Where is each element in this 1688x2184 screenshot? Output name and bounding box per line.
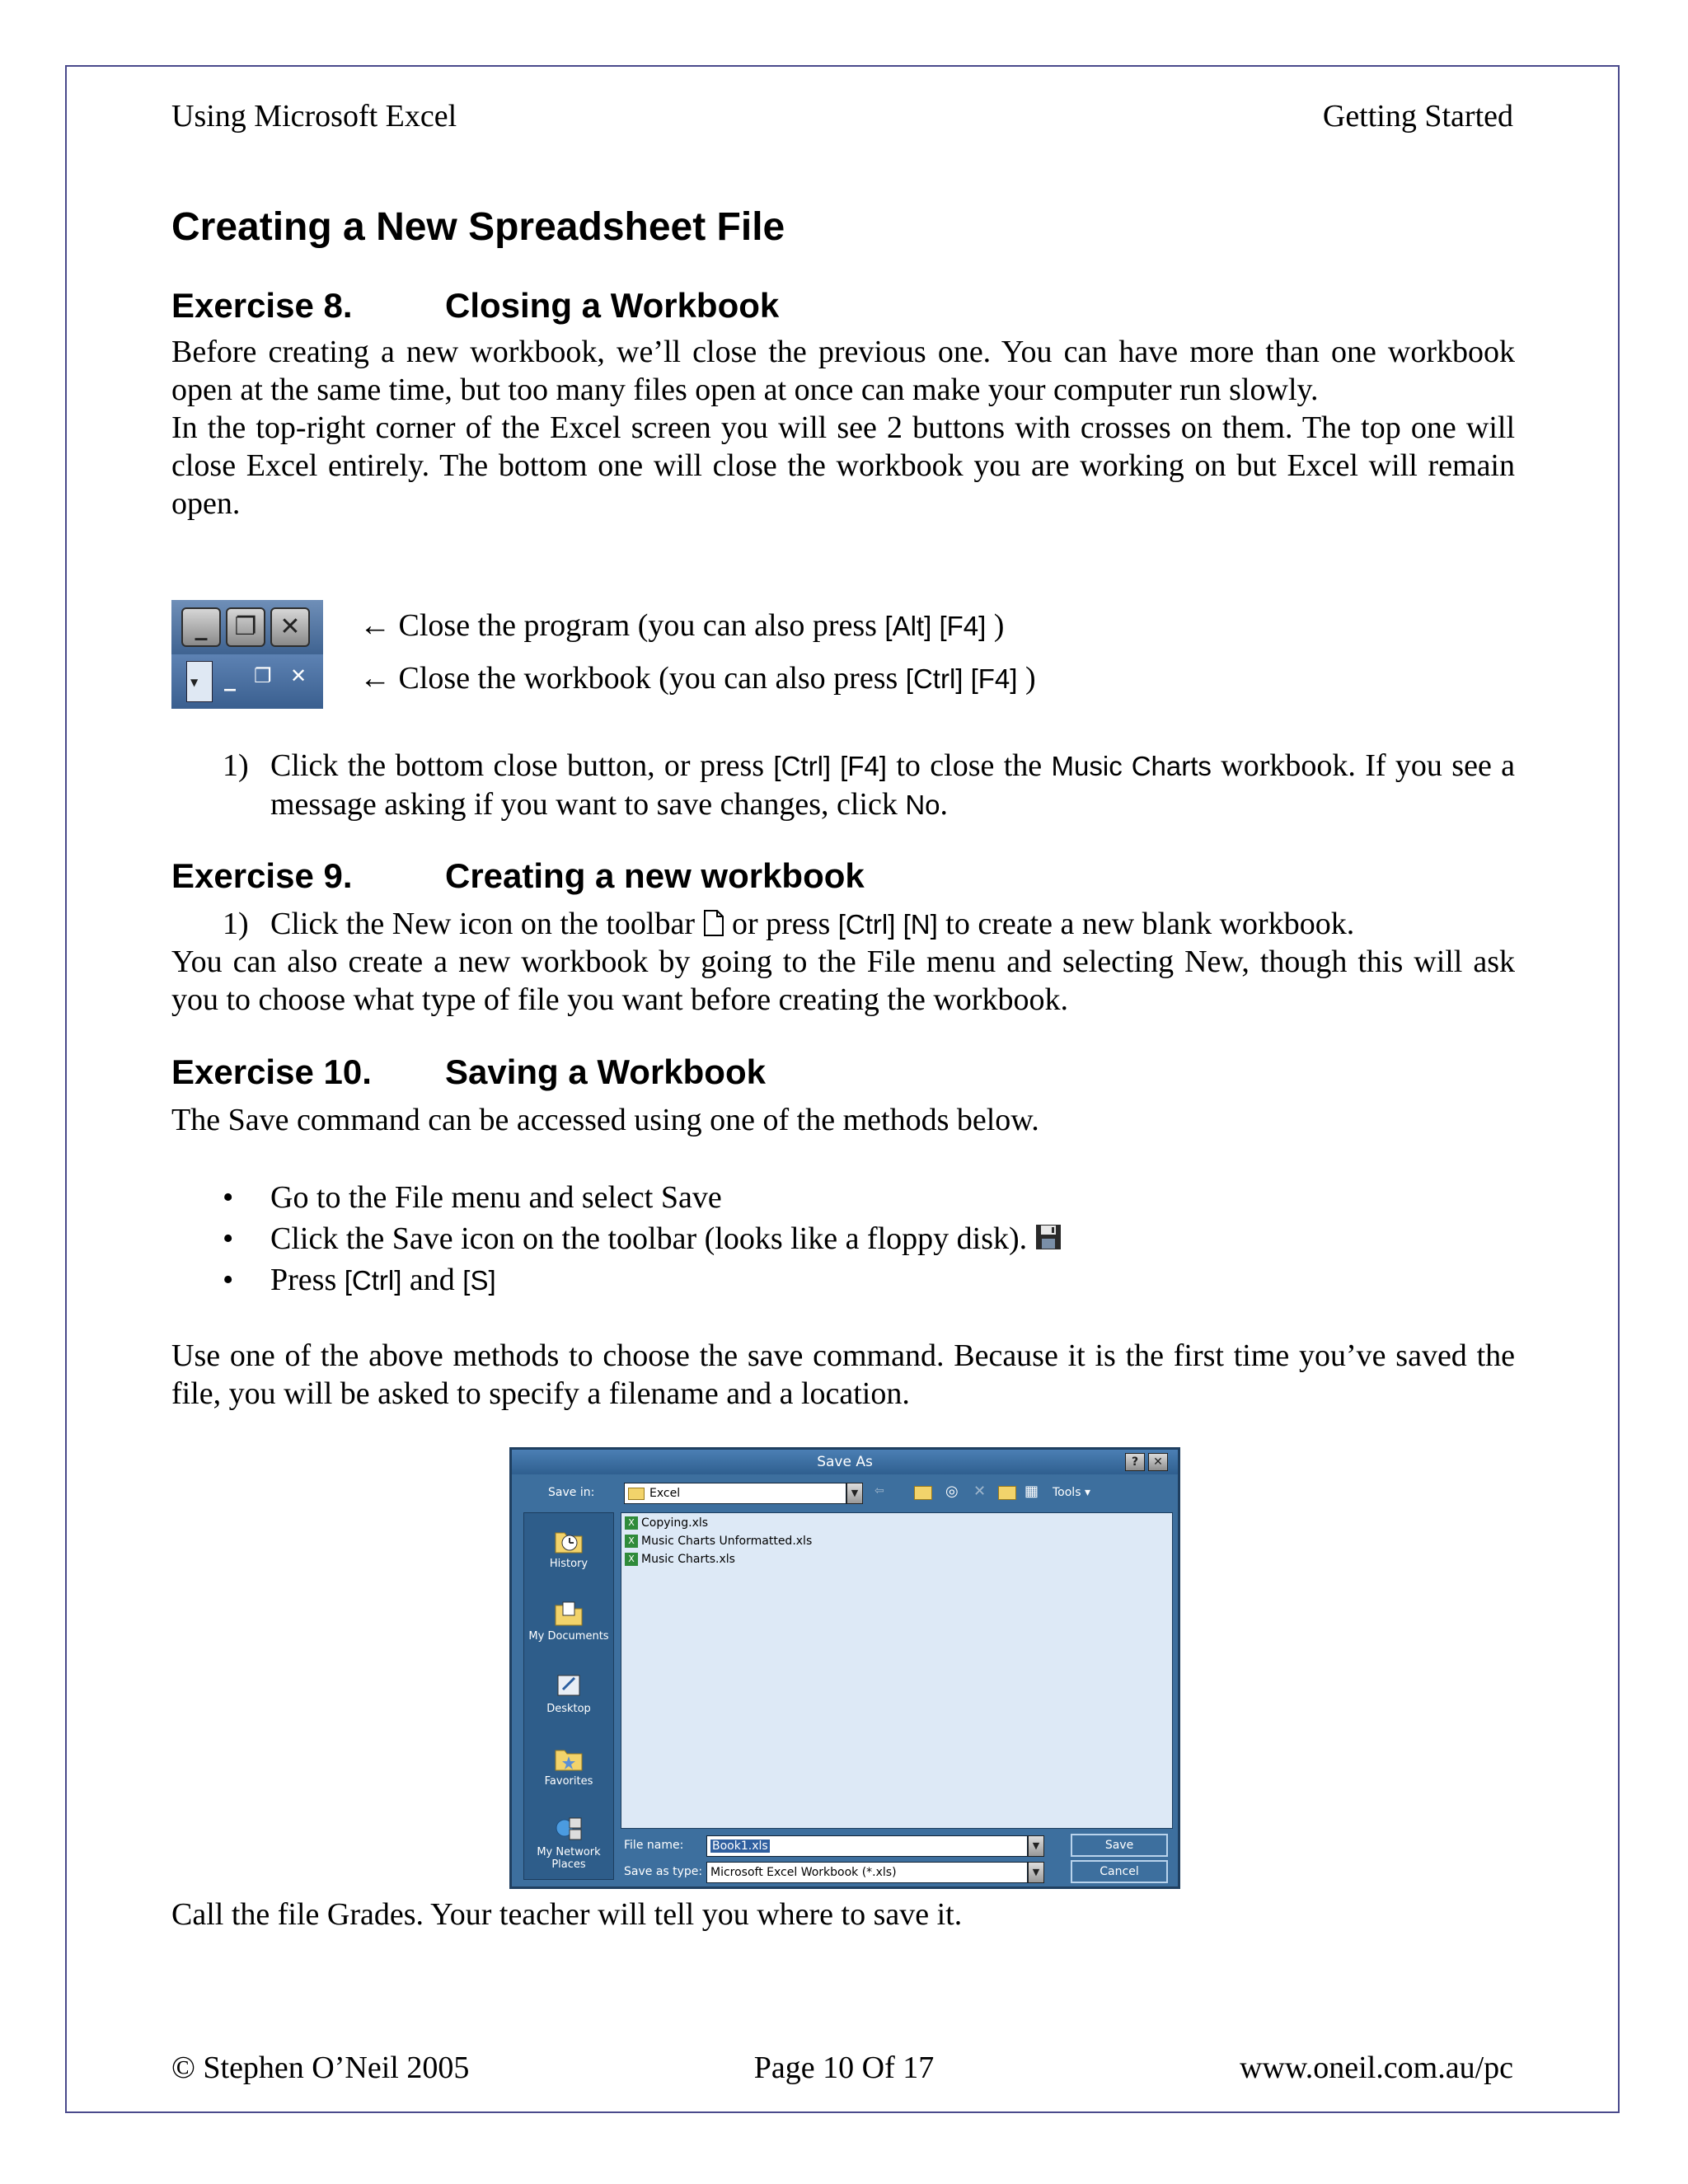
new-document-icon: [703, 909, 724, 937]
header-right: Getting Started: [1322, 99, 1513, 134]
places-bar: [523, 1512, 614, 1880]
exercise-10-intro: The Save command can be accessed using one of the methods below.: [171, 1103, 1039, 1137]
minimize-icon: _: [224, 664, 236, 691]
tools-menu: Tools ▾: [1053, 1486, 1090, 1499]
back-icon: ⇦: [874, 1484, 884, 1497]
header-left: Using Microsoft Excel: [171, 99, 457, 134]
dropdown-icon: ▼: [186, 661, 213, 702]
exercise-9-body: [171, 943, 1515, 1019]
save-as-type-label: Save as type:: [624, 1865, 703, 1878]
paragraph: Before creating a new workbook, we’ll close the previous one. You can have more than one workbook open at the same time, but too many files open at once can make your computer run slowly.: [171, 335, 1515, 407]
floppy-disk-icon: [1035, 1224, 1062, 1250]
exercise-title: Creating a new workbook: [445, 856, 865, 895]
bullet: •: [223, 1180, 234, 1215]
close-icon: ✕: [270, 607, 310, 647]
close-workbook-note: ← Close the workbook (you can also press [Ctrl] [F4] ): [359, 661, 1036, 696]
restore-icon: ❐: [226, 607, 265, 647]
my-documents-icon: [553, 1599, 584, 1627]
help-icon: ?: [1125, 1453, 1145, 1471]
place-my-network-places: My Network Places: [524, 1815, 613, 1871]
exercise-10-body: [171, 1337, 1515, 1413]
save-button: Save: [1071, 1834, 1168, 1857]
left-arrow-icon: ←: [359, 661, 391, 696]
up-folder-icon: [914, 1486, 932, 1500]
footer-website: www.oneil.com.au/pc: [1239, 2050, 1513, 2085]
cancel-button: Cancel: [1071, 1860, 1168, 1883]
place-desktop: Desktop: [524, 1671, 613, 1715]
page-title: Creating a New Spreadsheet File: [171, 205, 785, 249]
exercise-9-heading: [171, 855, 865, 897]
exercise-number: Exercise 8.: [171, 286, 353, 325]
desktop-icon: [553, 1671, 584, 1699]
exercise-title: Closing a Workbook: [445, 286, 780, 325]
minimize-icon: _: [181, 607, 221, 647]
paragraph: Use one of the above methods to choose the save command. Because it is the first time you’ve saved the file, you will be asked to specify a filename and a location.: [171, 1338, 1515, 1411]
bullet-item: • Press [Ctrl] and [S]: [223, 1263, 496, 1297]
save-as-type-select: Microsoft Excel Workbook (*.xls): [706, 1862, 1028, 1883]
place-my-documents: My Documents: [524, 1599, 613, 1643]
window-controls-image: [171, 600, 323, 709]
exercise-10-heading: [171, 1052, 766, 1093]
dropdown-icon: ▼: [1028, 1862, 1044, 1883]
place-favorites: Favorites: [524, 1744, 613, 1788]
program-controls: [171, 600, 323, 654]
exercise-title: Saving a Workbook: [445, 1052, 766, 1091]
search-web-icon: ◎: [945, 1483, 959, 1500]
exercise-8-body: [171, 333, 1515, 523]
footer-page-number: Page 10 Of 17: [753, 2050, 935, 2085]
step-marker: 1): [223, 748, 249, 783]
views-icon: ▦: [1025, 1483, 1039, 1500]
delete-icon: ✕: [973, 1483, 987, 1500]
list-item: X Music Charts Unformatted.xls: [625, 1535, 812, 1548]
save-as-dialog: [509, 1447, 1180, 1889]
excel-file-icon: X: [625, 1535, 638, 1548]
excel-file-icon: X: [625, 1553, 638, 1566]
left-arrow-icon: ←: [359, 608, 391, 643]
exercise-number: Exercise 9.: [171, 856, 353, 895]
bullet: •: [223, 1221, 234, 1256]
step-marker: 1): [223, 907, 249, 941]
workbook-controls: [171, 654, 323, 709]
exercise-10-closing: Call the file Grades. Your teacher will tell you where to save it.: [171, 1897, 963, 1932]
folder-icon: [628, 1488, 645, 1500]
exercise-8-step: 1) Click the bottom close button, or press [Ctrl] [F4] to close the Music Charts workbook. If you see a message asking if you want to save changes, click No.: [223, 748, 1516, 822]
save-in-label: Save in:: [548, 1486, 595, 1499]
close-program-note: ← Close the program (you can also press [Alt] [F4] ): [359, 608, 1005, 643]
dialog-title: Save As: [512, 1450, 1178, 1474]
save-in-select: Excel: [624, 1483, 846, 1504]
paragraph: You can also create a new workbook by going to the File menu and selecting New, though this will ask you to choose what type of file you want before creating the workbook.: [171, 944, 1515, 1017]
exercise-9-step: 1) Click the New icon on the toolbar or press [Ctrl] [N] to create a new blank workbook.: [223, 907, 1355, 941]
file-list: [621, 1512, 1173, 1829]
bullet-item: • Click the Save icon on the toolbar (looks like a floppy disk).: [171, 1220, 1515, 1258]
excel-file-icon: X: [625, 1516, 638, 1530]
dropdown-icon: ▼: [846, 1483, 863, 1504]
exercise-8-heading: [171, 285, 779, 326]
favorites-icon: [553, 1744, 584, 1772]
dropdown-icon: ▼: [1028, 1835, 1044, 1857]
file-name-label: File name:: [624, 1839, 684, 1852]
paragraph: In the top-right corner of the Excel screen you will see 2 buttons with crosses on them. The top one will close Excel entirely. The bottom one will close the workbook you are working on but Excel will remain open.: [171, 410, 1515, 521]
close-icon: ✕: [1148, 1453, 1168, 1471]
list-item: X Copying.xls: [625, 1516, 708, 1530]
place-history: History: [524, 1526, 613, 1570]
restore-icon: ❐: [254, 664, 272, 687]
file-name-field: Book1.xls: [706, 1835, 1028, 1857]
close-icon: ✕: [290, 664, 307, 687]
network-places-icon: [553, 1815, 584, 1843]
history-icon: [553, 1526, 584, 1554]
exercise-number: Exercise 10.: [171, 1052, 372, 1091]
footer-copyright: © Stephen O’Neil 2005: [171, 2050, 470, 2085]
new-folder-icon: [998, 1486, 1016, 1500]
list-item: X Music Charts.xls: [625, 1553, 735, 1566]
bullet-item: • Go to the File menu and select Save: [223, 1180, 722, 1215]
bullet: •: [223, 1263, 234, 1297]
